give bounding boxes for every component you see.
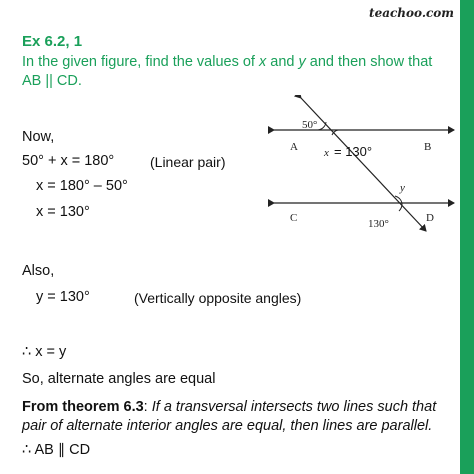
vertically-opposite-note: (Vertically opposite angles) (134, 290, 302, 306)
point-b-label: B (424, 141, 432, 153)
angle-y-label: y (400, 182, 405, 194)
question-part-3: and then show that AB || CD. (22, 54, 433, 89)
equation-step-4: y = 130° (36, 289, 90, 305)
question-part-1: In the given figure, find the values of (22, 54, 259, 70)
point-c-label: C (290, 212, 298, 224)
point-d-label: D (426, 212, 434, 224)
question-text (22, 53, 447, 91)
exercise-title: Ex 6.2, 1 (22, 33, 83, 50)
also-label: Also, (22, 263, 55, 279)
question-var-x: x (258, 54, 267, 70)
angle-130-label: 130° (368, 218, 389, 230)
question-var-y: y (298, 54, 306, 70)
angle-x-label: x (324, 147, 329, 159)
parallel-lines-figure (268, 95, 458, 235)
point-a-label: A (290, 141, 298, 153)
theorem-colon: : (143, 399, 152, 415)
equation-step-3: x = 130° (36, 204, 90, 220)
transversal-line (301, 98, 426, 231)
now-label: Now, (22, 129, 55, 145)
equation-step-1: 50° + x = 180° (22, 153, 115, 169)
brand-watermark: teachoo.com (369, 6, 454, 20)
linear-pair-note: (Linear pair) (150, 154, 226, 170)
final-result: ∴ AB ∥ CD (22, 442, 91, 458)
question-part-2: and (266, 54, 299, 70)
equation-step-2: x = 180° – 50° (36, 178, 128, 194)
conclusion-text: So, alternate angles are equal (22, 371, 216, 387)
side-accent-bar (460, 0, 474, 474)
x-value-annotation: = 130° (334, 144, 373, 159)
angle-50-label: 50° (302, 119, 318, 131)
therefore-x-equals-y: ∴ x = y (22, 344, 67, 360)
theorem-text: If a transversal intersects two lines such that pair of alternate interior angles are equal, then lines are parallel. (22, 399, 437, 434)
theorem-label: From theorem 6.3 (22, 399, 144, 415)
theorem-statement (22, 398, 462, 436)
